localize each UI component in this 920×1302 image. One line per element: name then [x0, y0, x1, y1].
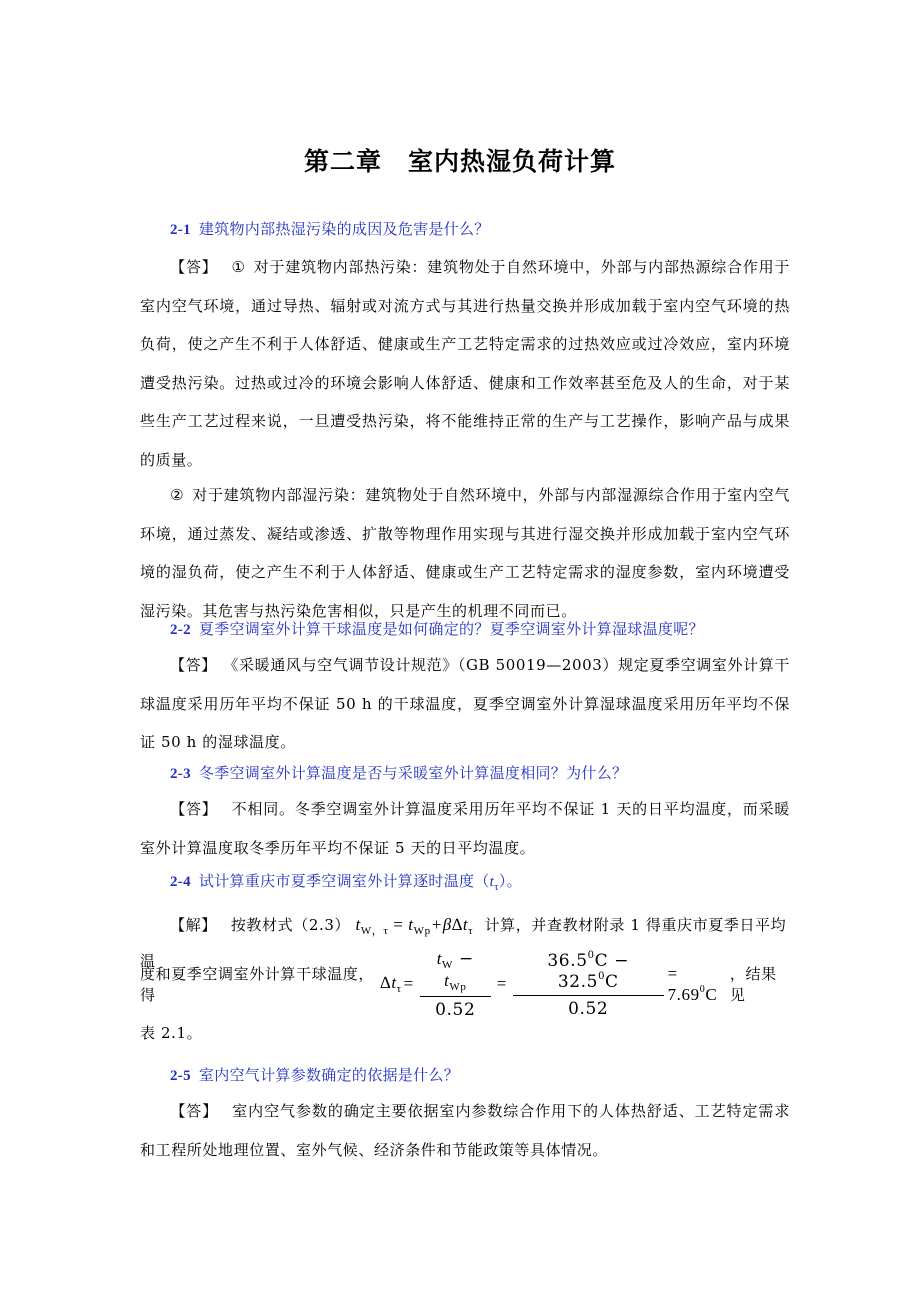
answer-2-3	[140, 790, 790, 867]
question-2-4	[140, 868, 790, 900]
fraction-denominator: 0.52	[568, 998, 609, 1019]
formula-subscript: W，τ	[360, 925, 389, 937]
formula-subscript: Wp	[449, 980, 467, 993]
degree-mark: 0	[587, 949, 595, 961]
symbol-t: t	[489, 874, 495, 890]
question-number: 2-5	[170, 1068, 191, 1084]
solution-lead: 按教材式（2.3）	[230, 916, 351, 934]
formula-symbol: t	[355, 915, 361, 934]
formula-2-3	[355, 915, 474, 937]
fraction-denominator: 0.52	[435, 999, 476, 1020]
formula-symbol: t	[462, 915, 469, 934]
item-marker: ②	[170, 486, 185, 504]
fraction-symbolic	[420, 949, 491, 1020]
formula-subscript: τ	[468, 925, 474, 937]
formula-plus-beta-delta: +β∆	[430, 915, 463, 934]
question-text: 建筑物内部热湿污染的成因及危害是什么？	[198, 220, 490, 238]
fraction-numerator	[513, 950, 664, 996]
formula-symbol: t	[436, 948, 443, 968]
question-text: 试计算重庆市夏季空调室外计算逐时温度（	[198, 872, 490, 890]
answer-2-1-item-2	[140, 476, 790, 630]
formula-result	[668, 964, 730, 1005]
question-number: 2-3	[170, 766, 191, 782]
value-32-5: C − 32.5	[557, 950, 630, 992]
question-text: 冬季空调室外计算温度是否与采暖室外计算温度相同？为什么？	[198, 764, 628, 782]
formula-symbol: t	[444, 970, 450, 990]
question-text-close: ）。	[498, 872, 522, 890]
solution-text: 度和夏季空调室外计算干球温度，得	[140, 965, 375, 1004]
value-36-5: 36.5	[547, 950, 588, 971]
question-2-5	[140, 1062, 790, 1089]
question-text: 夏季空调室外计算干球温度是如何确定的？夏季空调室外计算湿球温度呢？	[198, 620, 704, 638]
answer-text: 对于建筑物内部热污染：建筑物处于自然环境中，外部与内部热源综合作用于室内空气环境，通过导热、辐射或对流方式与其进行热量交换并形成加载于室内空气环境的热负荷，使之产生不利于人体舒适、健康或生产工艺特定需求的过热效应或过冷效应，室内环境遭受热污染。过热或过冷的环境会影响人体舒适、健康和工作效率甚至危及人的生命，对于某些生产工艺过程来说，一旦遭受热污染，将不能维持正常的生产与工艺操作，影响产品与成果的质量。	[140, 258, 790, 469]
unit-c: C	[705, 984, 718, 1004]
question-2-3	[140, 760, 790, 787]
delta-symbol	[380, 973, 401, 995]
formula-equals: =	[403, 974, 414, 993]
answer-tag: 【答】	[170, 1102, 219, 1120]
formula-minus: −	[453, 948, 474, 969]
question-number: 2-1	[170, 222, 191, 238]
solution-tag: 【解】	[170, 916, 217, 934]
answer-2-5	[140, 1092, 790, 1169]
question-2-1	[140, 216, 790, 243]
solution-text: 计算，并查教材附录 1 得重庆市夏季日平均温	[140, 916, 787, 970]
answer-2-2	[140, 646, 790, 762]
formula-symbol: t	[408, 915, 414, 934]
formula-subscript: Wp	[413, 925, 431, 937]
item-marker: ①	[231, 258, 246, 276]
formula-equals: =	[496, 974, 507, 993]
answer-tag: 【答】	[170, 800, 218, 818]
delta-glyph: ∆	[380, 973, 392, 992]
answer-tag: 【答】	[170, 258, 218, 276]
symbol-subscript: τ	[494, 881, 499, 893]
formula-equals: =	[388, 915, 409, 934]
formula-symbol: t	[391, 973, 397, 992]
answer-text: 对于建筑物内部湿污染：建筑物处于自然环境中，外部与内部湿源综合作用于室内空气环境，通过蒸发、凝结或渗透、扩散等物理作用实现与其进行湿交换并形成加载于室内空气环境的湿负荷，使之产生不利于人体舒适、健康或生产工艺特定需求的湿度参数，室内环境遭受湿污染。其危害与热污染危害相似，只是产生的机理不同而已。	[140, 486, 790, 620]
answer-2-1-item-1	[140, 248, 790, 479]
answer-text: 室内空气参数的确定主要依据室内参数综合作用下的人体热舒适、工艺特定需求和工程所处地理位置、室外气候、经济条件和节能政策等具体情况。	[140, 1102, 790, 1159]
formula-subscript: τ	[396, 983, 402, 995]
fraction-numeric	[513, 950, 664, 1019]
solution-text: ，结果见	[729, 965, 777, 1004]
solution-line-3	[140, 1014, 790, 1053]
chapter-title	[0, 142, 920, 178]
degree-mark: 0	[598, 970, 606, 982]
result-value: = 7.69	[667, 963, 700, 1004]
question-number: 2-4	[170, 874, 191, 890]
answer-text: 《采暖通风与空气调节设计规范》（GB 50019—2003）规定夏季空调室外计算干球温度采用历年平均不保证 50 h 的干球温度，夏季空调室外计算湿球温度采用历年平均不保证 50 h 的湿球温度。	[140, 656, 790, 751]
degree-mark: 0	[699, 983, 706, 995]
formula-subscript: W	[442, 958, 453, 971]
question-2-2	[140, 616, 790, 643]
question-text: 室内空气计算参数确定的依据是什么？	[198, 1066, 460, 1084]
fraction-numerator	[420, 949, 491, 997]
unit-c: C	[605, 971, 619, 992]
solution-text: 表 2.1。	[140, 1024, 203, 1042]
question-number: 2-2	[170, 622, 191, 638]
chapter-number: 第二章	[303, 147, 382, 176]
answer-text: 不相同。冬季空调室外计算温度采用历年平均不保证 1 天的日平均温度，而采暖室外计算温度取冬季历年平均不保证 5 天的日平均温度。	[140, 800, 790, 857]
solution-line-2	[140, 948, 790, 1020]
chapter-name: 室内热湿负荷计算	[408, 147, 617, 176]
answer-tag: 【答】	[170, 656, 217, 674]
